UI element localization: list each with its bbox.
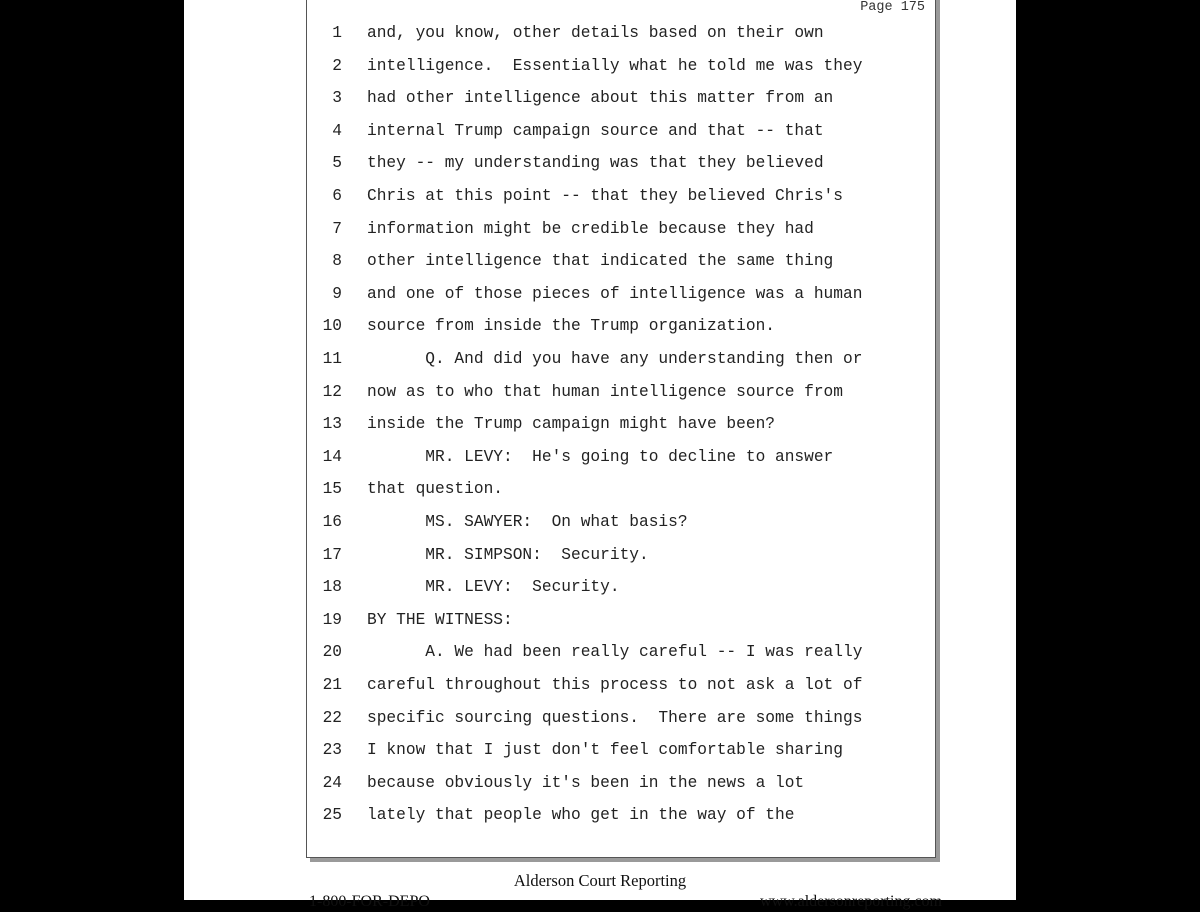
transcript-line [307, 642, 935, 662]
transcript-line [307, 219, 935, 239]
transcript-line [307, 56, 935, 76]
line-text: source from inside the Trump organization. [367, 317, 775, 336]
line-number: 24 [322, 773, 342, 792]
line-number: 21 [322, 676, 342, 694]
line-number: 13 [322, 415, 342, 434]
line-number: 3 [332, 89, 342, 108]
line-text: and one of those pieces of intelligence was a human [367, 284, 863, 303]
line-text: specific sourcing questions. There are some things [367, 708, 863, 727]
transcript-line [307, 479, 935, 499]
transcript-line [307, 805, 935, 825]
transcript-line [307, 545, 935, 565]
line-text: had other intelligence about this matter from an [367, 89, 834, 108]
transcript-line [307, 577, 935, 597]
line-text: MR. LEVY: He's going to decline to answer [367, 447, 834, 466]
line-number: 22 [322, 708, 342, 727]
line-number: 9 [332, 284, 342, 303]
line-text: MR. SIMPSON: Security. [367, 545, 649, 564]
line-number: 23 [322, 741, 342, 760]
line-text: information might be credible because they had [367, 219, 814, 238]
line-text: A. We had been really careful -- I was really [367, 643, 863, 662]
line-text: that question. [367, 480, 503, 499]
line-text: Chris at this point -- that they believed Chris's [367, 187, 843, 205]
line-text: Q. And did you have any understanding then or [367, 350, 863, 368]
line-number: 15 [322, 480, 342, 499]
line-text: intelligence. Essentially what he told me was they [367, 56, 863, 75]
line-number: 5 [332, 154, 342, 173]
line-text: BY THE WITNESS: [367, 610, 513, 629]
transcript-line [307, 447, 935, 467]
line-text: and, you know, other details based on their own [367, 24, 824, 42]
line-text: internal Trump campaign source and that -- that [367, 121, 824, 140]
line-number: 6 [332, 187, 342, 205]
reporter-website: www.aldersonreporting.com [759, 893, 942, 910]
transcript-line [307, 740, 935, 760]
transcript-line [307, 349, 935, 369]
transcript-line [307, 186, 935, 206]
transcript-line [307, 316, 935, 336]
line-number: 17 [322, 545, 342, 564]
line-number: 20 [322, 643, 342, 662]
transcript-frame [306, 0, 936, 858]
line-text: other intelligence that indicated the same thing [367, 252, 834, 271]
line-text: careful throughout this process to not ask a lot of [367, 676, 863, 694]
transcript-line [307, 121, 935, 141]
transcript-line [307, 88, 935, 108]
line-number: 10 [322, 317, 342, 336]
page-number: Page 175 [860, 0, 925, 15]
reporter-phone: 1-800-FOR-DEPO [309, 893, 430, 910]
transcript-line [307, 610, 935, 630]
line-text: MR. LEVY: Security. [367, 578, 620, 597]
line-text: MS. SAWYER: On what basis? [367, 513, 688, 531]
transcript-line [307, 773, 935, 793]
transcript-line [307, 675, 935, 695]
line-text: now as to who that human intelligence source from [367, 382, 843, 401]
line-text: they -- my understanding was that they believed [367, 154, 824, 173]
line-number: 25 [322, 806, 342, 825]
line-number: 12 [322, 382, 342, 401]
line-number: 7 [332, 219, 342, 238]
transcript-line [307, 512, 935, 532]
line-number: 18 [322, 578, 342, 597]
line-number: 14 [322, 447, 342, 466]
line-number: 11 [322, 350, 342, 368]
line-number: 2 [332, 56, 342, 75]
line-text: lately that people who get in the way of the [367, 806, 795, 825]
transcript-line [307, 284, 935, 304]
line-number: 8 [332, 252, 342, 271]
line-text: inside the Trump campaign might have been? [367, 415, 775, 434]
line-text: because obviously it's been in the news a lot [367, 773, 805, 792]
transcript-line [307, 153, 935, 173]
line-number: 19 [322, 610, 342, 629]
transcript-page [184, 0, 1016, 910]
transcript-line [307, 708, 935, 728]
transcript-line [307, 414, 935, 434]
line-number: 16 [322, 513, 342, 531]
line-number: 1 [332, 24, 342, 42]
line-text: I know that I just don't feel comfortable sharing [367, 741, 843, 760]
transcript-line [307, 23, 935, 43]
court-reporter-name: Alderson Court Reporting [513, 871, 687, 890]
transcript-line [307, 382, 935, 402]
transcript-line [307, 251, 935, 271]
line-number: 4 [332, 121, 342, 140]
